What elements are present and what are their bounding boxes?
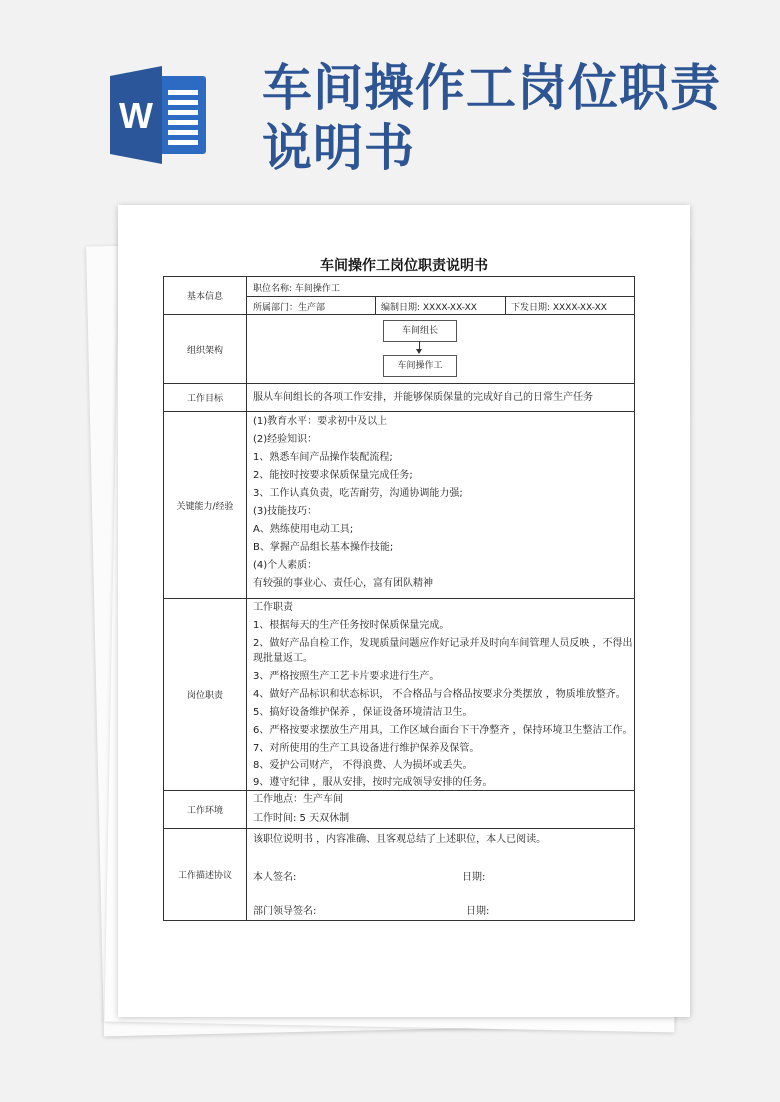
agreement-statement: 该职位说明书 ，内容准确、且客观总结了上述职位，本人已阅读。: [253, 834, 547, 845]
label-agreement: 工作描述协议: [164, 829, 247, 920]
label-org-structure: 组织架构: [164, 315, 247, 383]
work-place: 工作地点：生产车间: [253, 794, 343, 805]
duties-line: 8、爱护公司财产， 不得浪费、人为损坏或丢失。: [253, 760, 473, 771]
divider: [375, 296, 376, 314]
skills-line: A、熟练使用电动工具;: [253, 524, 354, 535]
basic-info-content: [247, 277, 634, 314]
divider: [505, 296, 506, 314]
job-duties-content: [247, 599, 634, 790]
department: 所属部门：生产部: [253, 303, 326, 313]
word-document-icon: [110, 66, 208, 164]
skills-line: 有较强的事业心、责任心，富有团队精神: [253, 578, 433, 589]
label-work-environment: 工作环境: [164, 791, 247, 828]
skills-line: (1)教育水平：要求初中及以上: [253, 416, 388, 427]
document-page: [118, 205, 690, 1017]
duties-line: 现批量返工。: [253, 653, 313, 664]
duties-line: 1、根据每天的生产任务按时保质保量完成。: [253, 620, 450, 631]
skills-line: (4)个人素质：: [253, 560, 318, 571]
document-title: 车间操作工岗位职责说明书: [320, 258, 488, 274]
duties-line: 9、遵守纪律 ，服从安排，按时完成领导安排的任务。: [253, 777, 493, 788]
self-signature-field: 本人签名:: [253, 872, 297, 883]
row-work-environment: [164, 791, 634, 829]
skills-line: 2、能按时按要求保质保量完成任务;: [253, 470, 413, 481]
row-agreement: [164, 829, 634, 920]
duties-line: 2、做好产品自检工作，发现质量问题应作好记录并及时向车间管理人员反映 ，不得出: [253, 638, 633, 649]
duties-line: 5、搞好设备维护保养 ，保证设备环境清洁卫生。: [253, 707, 473, 718]
banner-title: 车间操作工岗位职责说明书: [262, 58, 721, 177]
self-date-field: 日期:: [462, 872, 486, 883]
duties-line: 7、对所使用的生产工具设备进行维护保养及保管。: [253, 743, 480, 754]
leader-date-field: 日期:: [466, 906, 490, 917]
label-key-skills: 关键能力/经验: [164, 412, 247, 598]
label-job-duties: 岗位职责: [164, 599, 247, 790]
skills-line: (2)经验知识：: [253, 434, 318, 445]
issue-date: 下发日期: XXXX-XX-XX: [511, 303, 607, 313]
label-work-goal: 工作目标: [164, 384, 247, 411]
work-goal-content: [247, 384, 634, 411]
skills-line: B、掌握产品组长基本操作技能;: [253, 542, 394, 553]
agreement-content: [247, 829, 634, 920]
row-org-structure: [164, 315, 634, 384]
position-name: 职位名称: 车间操作工: [253, 284, 340, 294]
row-job-duties: [164, 599, 634, 791]
duties-line: 工作职责: [253, 602, 293, 613]
duties-line: 6、严格按要求摆放生产用具，工作区域台面台下干净整齐 ，保持环境卫生整洁工作。: [253, 725, 633, 736]
skills-line: (3)技能技巧：: [253, 506, 318, 517]
work-goal-text: 服从车间组长的各项工作安排，并能够保质保量的完成好自己的日常生产任务: [253, 392, 593, 403]
row-basic-info: [164, 277, 634, 315]
divider: [247, 296, 634, 297]
org-node-team-leader: 车间组长: [383, 320, 457, 342]
org-node-operator: 车间操作工: [383, 355, 457, 377]
leader-signature-field: 部门领导签名:: [253, 906, 317, 917]
skills-line: 3、工作认真负责，吃苦耐劳，沟通协调能力强;: [253, 488, 463, 499]
duties-line: 4、做好产品标识和状态标识， 不合格品与合格品按要求分类摆放 ，物质堆放整齐。: [253, 689, 626, 700]
row-work-goal: [164, 384, 634, 412]
arrow-down-icon: [416, 349, 422, 354]
skills-line: 1、熟悉车间产品操作装配流程;: [253, 452, 393, 463]
work-environment-content: [247, 791, 634, 828]
compile-date: 编制日期: XXXX-XX-XX: [381, 303, 477, 313]
row-key-skills: [164, 412, 634, 599]
org-chart: [247, 315, 634, 383]
job-description-table: [163, 276, 635, 921]
duties-line: 3、严格按照生产工艺卡片要求进行生产。: [253, 671, 440, 682]
work-time: 工作时间: 5 天双休制: [253, 813, 350, 824]
label-basic-info: 基本信息: [164, 277, 247, 314]
key-skills-content: [247, 412, 634, 598]
word-icon-letter: W: [119, 95, 153, 136]
